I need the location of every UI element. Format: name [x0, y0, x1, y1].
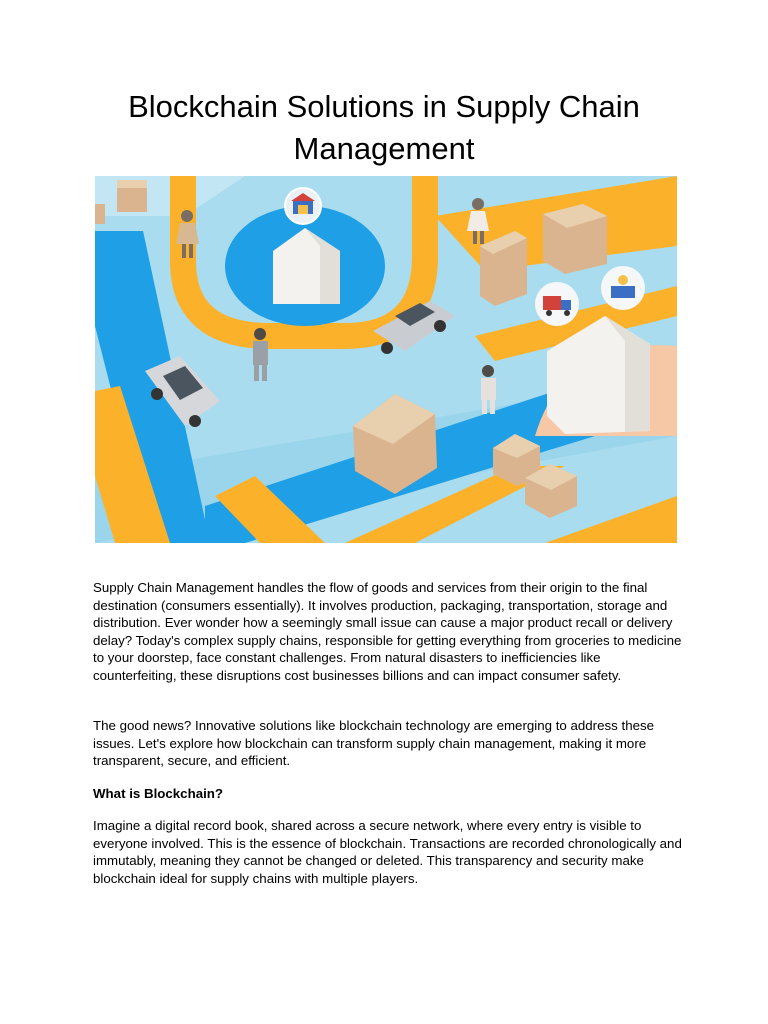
hero-illustration: [95, 176, 677, 543]
paragraph: Imagine a digital record book, shared across a secure network, where every entry is visible to everyone involved. This is the essence of blockchain. Transactions are recorded chronologically and immutably, meaning they cannot be changed or deleted. This transparency and security make blockchain ideal for supply chains with multiple players.: [93, 818, 682, 886]
package-delivery-icon: [601, 266, 645, 310]
delivery-truck-icon: [535, 282, 579, 326]
box: [543, 204, 607, 274]
page-title: Blockchain Solutions in Supply Chain Management: [128, 89, 640, 166]
paragraph: Supply Chain Management handles the flow of goods and services from their origin to the final destination (consumers essentially). It involves production, packaging, transportation, storage and distribution. Ever wonder how a seemingly small issue can cause a major product recall or delivery delay? Today's complex supply chains, responsible for getting everything from groceries to medicine to your doorstep, face constant challenges. From natural disasters to inefficiencies like counterfeiting, these disruptions cost businesses billions and can impact consumer safety.: [93, 580, 682, 683]
warehouse-icon: [285, 188, 321, 224]
section-heading: What is Blockchain?: [93, 786, 224, 801]
paragraph: The good news? Innovative solutions like blockchain technology are emerging to address these issues. Let's explore how blockchain can transform supply chain management, making it more transparent, secure, and efficient.: [93, 718, 655, 769]
